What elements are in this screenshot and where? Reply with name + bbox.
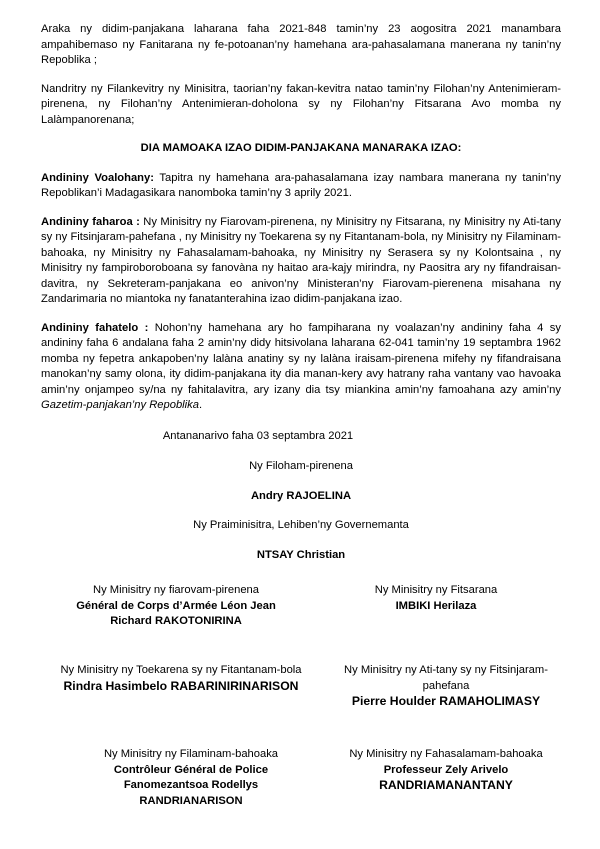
defense-name-line1: Général de Corps d’Armée Léon Jean <box>76 599 276 612</box>
signature-security <box>61 747 321 809</box>
decree-document <box>41 22 561 807</box>
signature-defense <box>21 583 331 630</box>
signature-economy <box>31 663 331 694</box>
justice-name: IMBIKI Herilaza <box>395 599 477 612</box>
security-name-line2: Fanomezantsoa Rodellys <box>123 779 259 791</box>
decree-heading: DIA MAMOAKA IZAO DIDIM-PANJAKANA MANARAKA IZAO: <box>140 142 462 154</box>
security-name-line3: RANDRIANARISON <box>139 794 243 807</box>
article-1-label: Andininy Voalohany: <box>41 171 154 184</box>
president-title: Ny Filoham-pirenena <box>249 460 353 472</box>
health-name-line2: RANDRIAMANANTANY <box>379 778 513 792</box>
place-date: Antananarivo faha 03 septambra 2021 <box>162 429 354 442</box>
article-3-italic: Gazetim-panjakan’ny Repoblika <box>41 399 199 411</box>
security-title: Ny Minisitry ny Filaminam-bahoaka <box>103 748 279 760</box>
defense-title: Ny Minisitry ny fiarovam-pirenena <box>93 584 259 596</box>
pm-title: Ny Praiminisitra, Lehiben’ny Governemanta <box>193 519 409 531</box>
defense-name-line2: Richard RAKOTONIRINA <box>110 615 242 627</box>
article-2 <box>41 215 561 308</box>
justice-title: Ny Minisitry ny Fitsarana <box>374 584 498 596</box>
article-3-text: Nohon’ny hamehana ary ho fampiharana ny voalazan’ny andininy faha 4 sy andininy faha 6 andalana faha 2 amin’ny didy hitsivolana laharana 62-041 tamin’ny 19 septambra 1962 momba ny fepetra ankapoben’ny lalàna anatiny sy ny lalàna iraisam-pirenena mifehy ny fifandraisana manokan’ny samy olona, ity didim-panjakana ity dia manan-kery avy hatrany raha vantany vao havoaka amin’ny onjampeo sy/na ny fahitalavitra, ary izany dia tsy miankina amin’ny famoahana azy amin’ny <box>41 321 561 396</box>
economy-name: Rindra Hasimbelo RABARINIRINARISON <box>63 678 299 693</box>
article-2-text: Ny Minisitry ny Fiarovam-pirenena, ny Minisitry ny Fitsarana, ny Minisitry ny Ati-tany sy ny Fitsinjaram-pahefana , ny Minisitry ny Toekarena sy ny Fitantanam-bola, ny Minisitry ny Filaminam-bahoaka, ny Minisitry ny Fahasalamam-bahoaka, ny Minisitry ny Serasera sy ny Kolontsaina , ny Minisitry ny fampiroboroboana sy fanovàna ny haitao ara-kajy mirindra, ny Paositra ary ny fifandraisan-davitra, ny Sekreteram-panjakana eo anivon’ny Ministeran’ny Fiarovam-pierenena misahana ny Zandarimaria no miantoka ny fanatanterahina izao didim-panjakana izao. <box>41 215 561 305</box>
territory-title-line1: Ny Minisitry ny Ati-tany sy ny Fitsinjaram- <box>344 664 548 676</box>
signature-territory <box>311 663 581 710</box>
article-2-label: Andininy faharoa : <box>41 215 140 228</box>
signature-justice <box>341 583 531 614</box>
preamble-paragraph-1: Araka ny didim-panjakana laharana faha 2021-848 tamin’ny 23 aogositra 2021 manambara ampahibemaso ny Fanitarana ny fe-potoanan’ny hamehana ara-pahasalamana manerana ny tanin’ny Repoblika ; <box>41 23 561 66</box>
territory-name: Pierre Houlder RAMAHOLIMASY <box>351 694 541 708</box>
territory-title-line2: pahefana <box>422 679 470 692</box>
health-title: Ny Minisitry ny Fahasalamam-bahoaka <box>349 748 543 760</box>
health-name-line1: Professeur Zely Arivelo <box>383 763 509 776</box>
president-name: Andry RAJOELINA <box>250 489 352 502</box>
article-1 <box>41 171 561 202</box>
economy-title: Ny Minisitry ny Toekarena sy ny Fitantanam-bola <box>60 664 302 676</box>
pm-name: NTSAY Christian <box>256 548 346 561</box>
article-3-label: Andininy fahatelo : <box>41 321 149 334</box>
article-3-end: . <box>198 399 203 411</box>
preamble-paragraph-2: Nandritry ny Filankevitry ny Minisitra, taorian’ny fakan-kevitra natao tamin’ny Filohan’ny Antenimieram-pirenena, ny Filohan’ny Antenimieran-doholona sy ny Filohan’ny Fitsarana Avo momba ny Lalàmpanorenana; <box>41 82 561 126</box>
security-name-line1: Contrôleur Général de Police <box>113 763 269 776</box>
article-1-text: Tapitra ny hamehana ara-pahasalamana izay nambara manerana ny tanin’ny Repoblikan’i Madagasikara nanomboka tamin’ny 3 aprily 2021. <box>41 171 561 199</box>
signature-health <box>311 747 581 794</box>
article-3 <box>41 321 561 414</box>
